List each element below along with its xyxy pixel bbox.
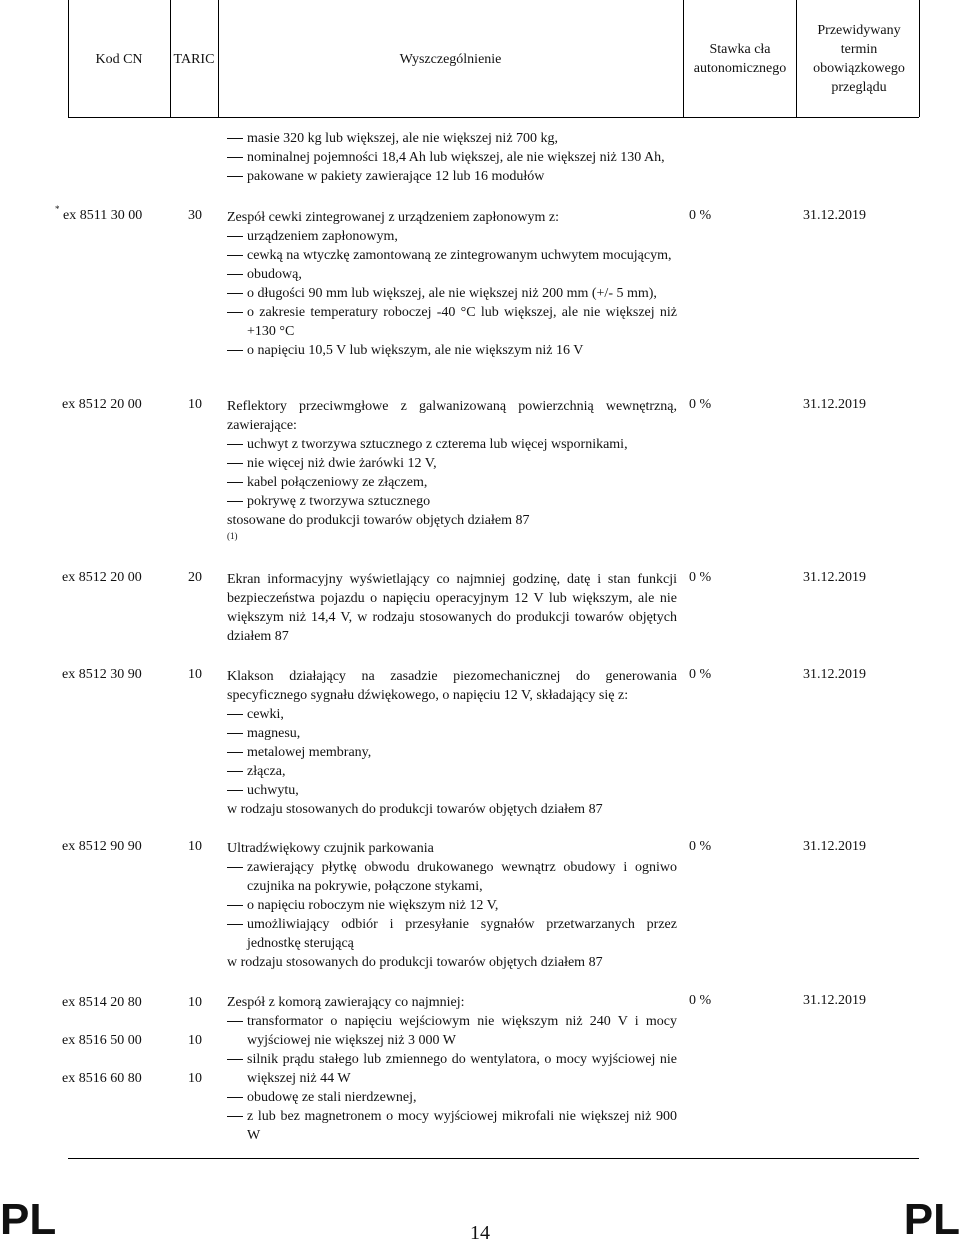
list-item: cewką na wtyczkę zamontowaną ze zintegrowanym uchwytem mocującym,	[227, 246, 677, 265]
duty-rate: 0 %	[689, 570, 712, 585]
list-item: cewki,	[227, 705, 677, 724]
list-item: kabel połączeniowy ze złączem,	[227, 473, 677, 492]
description	[227, 397, 677, 542]
list-item: urządzeniem zapłonowym,	[227, 227, 677, 246]
cn-code: * ex 8511 30 00	[55, 204, 143, 223]
page-number: 14	[470, 1222, 490, 1244]
table-bottom-line	[68, 1158, 919, 1159]
cn-code: ex 8514 20 80	[62, 995, 142, 1010]
list-item: nie więcej niż dwie żarówki 12 V,	[227, 454, 677, 473]
list-item: uchwytu,	[227, 781, 677, 800]
cn-code: ex 8516 50 00	[62, 1033, 142, 1048]
header-stawka: Stawka cła autonomicznego	[693, 42, 787, 76]
footer-language-right: PL	[903, 1195, 960, 1244]
list-item: nominalnej pojemności 18,4 Ah lub większej, ale nie większej niż 130 Ah,	[227, 148, 677, 167]
list-item: złącza,	[227, 762, 677, 781]
list-item: z lub bez magnetronem o mocy wyjściowej mikrofali nie większej niż 900 W	[227, 1107, 677, 1145]
taric-code-list	[188, 993, 216, 1107]
taric-code: 10	[188, 839, 202, 854]
list-item: o zakresie temperatury roboczej -40 °C lub większej, ale nie większej niż +130 °C	[227, 303, 677, 341]
review-date: 31.12.2019	[803, 839, 866, 854]
cn-code: ex 8512 20 00	[62, 570, 142, 585]
review-date: 31.12.2019	[803, 667, 866, 682]
list-item: umożliwiający odbiór i przesyłanie sygnałów przetwarzanych przez jednostkę sterującą	[227, 915, 677, 953]
description-outro: stosowane do produkcji towarów objętych działem 87	[227, 513, 530, 528]
review-date: 31.12.2019	[803, 993, 866, 1008]
header-taric: TARIC	[173, 51, 215, 67]
list-item: obudową,	[227, 265, 677, 284]
list-item: magnesu,	[227, 724, 677, 743]
header-kod-cn: Kod CN	[95, 51, 143, 67]
column-divider	[683, 0, 684, 117]
footer-language-left: PL	[0, 1195, 57, 1244]
taric-code: 10	[188, 1033, 202, 1048]
list-item: masie 320 kg lub większej, ale nie większej niż 700 kg,	[227, 129, 677, 148]
taric-code: 10	[188, 667, 202, 682]
list-item: pakowane w pakiety zawierające 12 lub 16 modułów	[227, 167, 677, 186]
cn-code: ex 8512 20 00	[62, 397, 142, 412]
list-item: o napięciu 10,5 V lub większym, ale nie większym niż 16 V	[227, 341, 677, 360]
description-intro: Zespół cewki zintegrowanej z urządzeniem zapłonowym z:	[227, 210, 559, 225]
taric-code: 10	[188, 1071, 202, 1086]
footnote-star: *	[55, 204, 60, 214]
description	[227, 993, 677, 1145]
list-item: uchwyt z tworzywa sztucznego z czterema lub więcej wspornikami,	[227, 435, 677, 454]
list-item: zawierający płytkę obwodu drukowanego wewnątrz obudowy i ogniwo czujnika na pokrywie, połączone stykami,	[227, 858, 677, 896]
description	[227, 667, 677, 819]
description-intro: Ekran informacyjny wyświetlający co najmniej godzinę, datę i stan funkcji bezpieczeństwa pojazdu o napięciu operacyjnym 12 V lub większym, ale nie większym niż 14,4 V, w rodzaju stosowanych do produkcji towarów objętych działem 87	[227, 572, 677, 644]
list-item: pokrywę z tworzywa sztucznego	[227, 492, 677, 511]
description	[227, 208, 677, 360]
list-item: o długości 90 mm lub większej, ale nie większej niż 200 mm (+/- 5 mm),	[227, 284, 677, 303]
cn-code: ex 8512 30 90	[62, 667, 142, 682]
description	[227, 570, 677, 646]
list-item: metalowej membrany,	[227, 743, 677, 762]
taric-code: 20	[188, 570, 202, 585]
list-item: silnik prądu stałego lub zmiennego do wentylatora, o mocy wyjściowej nie większej niż 44 W	[227, 1050, 677, 1088]
list-item: transformator o napięciu wejściowym nie większym niż 240 V i mocy wyjściowej nie większej niż 3 000 W	[227, 1012, 677, 1050]
duty-rate: 0 %	[689, 208, 712, 223]
taric-code: 10	[188, 995, 202, 1010]
cn-code: ex 8512 90 90	[62, 839, 142, 854]
description	[227, 839, 677, 972]
review-date: 31.12.2019	[803, 570, 866, 585]
table-border-right	[919, 0, 920, 117]
review-date: 31.12.2019	[803, 208, 866, 223]
taric-code: 30	[188, 208, 202, 223]
list-item: obudowę ze stali nierdzewnej,	[227, 1088, 677, 1107]
description-intro: Zespół z komorą zawierający co najmniej:	[227, 995, 465, 1010]
description-intro: Reflektory przeciwmgłowe z galwanizowaną powierzchnią wewnętrzną, zawierające:	[227, 399, 677, 433]
list-item: o napięciu roboczym nie większym niż 12 V,	[227, 896, 677, 915]
description-intro: Klakson działający na zasadzie piezomechanicznej do generowania specyficznego sygnału dźwiękowego, o napięciu 12 V, składający się z:	[227, 669, 677, 703]
description-outro: w rodzaju stosowanych do produkcji towarów objętych działem 87	[227, 802, 603, 817]
taric-code: 10	[188, 397, 202, 412]
description-intro: Ultradźwiękowy czujnik parkowania	[227, 841, 434, 856]
duty-rate: 0 %	[689, 839, 712, 854]
cn-code-list	[62, 993, 164, 1107]
review-date: 31.12.2019	[803, 397, 866, 412]
duty-rate: 0 %	[689, 993, 712, 1008]
column-divider	[796, 0, 797, 117]
header-wyszczegolnienie: Wyszczególnienie	[399, 51, 502, 67]
footnote-marker: (1)	[227, 531, 238, 541]
duty-rate: 0 %	[689, 397, 712, 412]
duty-rate: 0 %	[689, 667, 712, 682]
header-termin: Przewidywany termin obowiązkowego przeglądu	[813, 23, 905, 95]
description	[227, 129, 677, 186]
cn-code: ex 8516 60 80	[62, 1071, 142, 1086]
description-outro: w rodzaju stosowanych do produkcji towarów objętych działem 87	[227, 955, 603, 970]
